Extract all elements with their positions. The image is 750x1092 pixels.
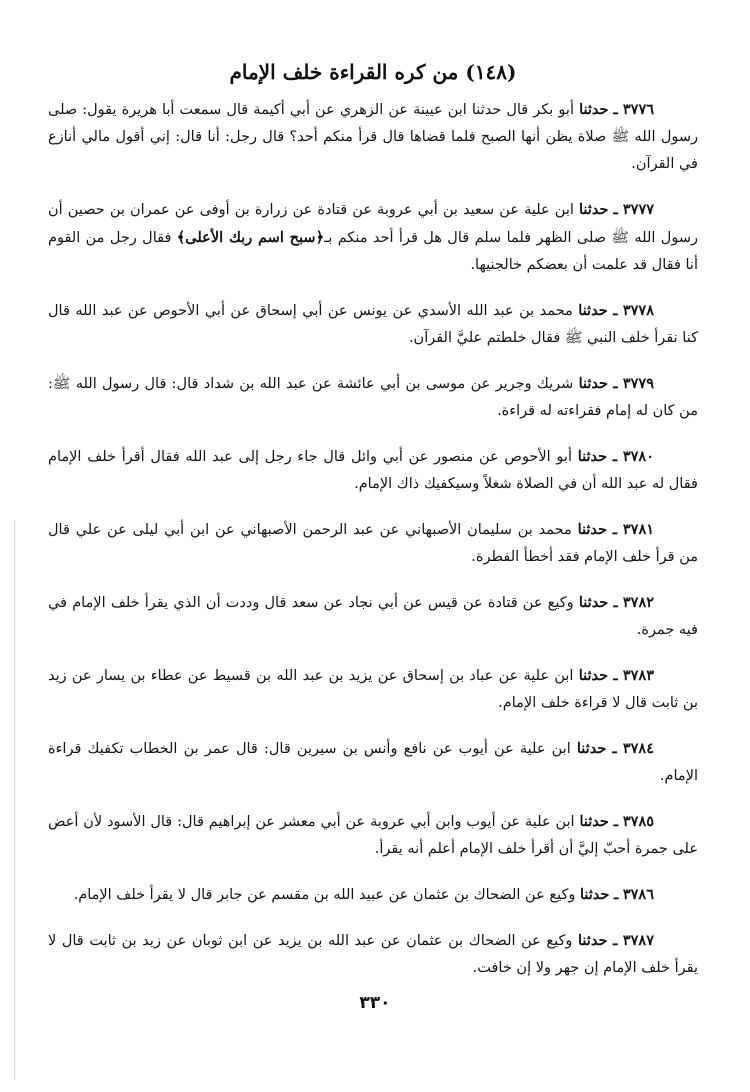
hadith-number: ٣٧٧٩ [622, 375, 654, 392]
hadith-text: ابن علية عن عباد بن إسحاق عن يزيد بن عبد الله بن قسيط عن عطاء بن يسار عن زيد بن ثابت قال لا قراءة خلف الإمام. [48, 668, 698, 711]
hadith-text: ابن علية عن أيوب وابن أبي عروبة عن أبي معشر عن إبراهيم قال: قال الأسود لأن أعض على جمرة أحبّ إليَّ أن أقرأ خلف الإمام أعلم أنه يقرأ. [48, 814, 698, 857]
hadith-separator: ـ [613, 375, 618, 392]
hadith-text: أبو بكر قال حدثنا ابن عيينة عن الزهري عن أبي أكيمة قال سمعت أبا هريرة يقول: صلى رسول الله ﷺ صلاة يظن أنها الصبح فلما قضاها قال قرأ منكم أحد؟ قال رجل: أنا قال: إني أقول مالي أنازع في القرآن. [48, 102, 698, 172]
hadith-lead: حدثنا [578, 667, 609, 684]
hadith-entry [48, 370, 698, 425]
hadith-separator: ـ [613, 201, 618, 218]
hadith-entry [48, 808, 698, 863]
hadith-entry [48, 516, 698, 571]
hadith-number: ٣٧٨١ [622, 521, 655, 538]
hadith-text: محمد بن عبد الله الأسدي عن يونس عن أبي إسحاق عن أبي الأحوص عن عبد الله قال كنا نقرأ خلف النبي ﷺ فقال خلطتم عليَّ القرآن. [48, 303, 698, 346]
hadith-list [48, 96, 698, 982]
hadith-number: ٣٧٨٤ [622, 740, 655, 757]
hadith-number: ٣٧٧٨ [622, 302, 655, 319]
hadith-lead: حدثنا [579, 101, 609, 118]
page-number: ٣٣٠ [359, 993, 391, 1013]
hadith-entry [48, 297, 698, 352]
hadith-text: وكيع عن قتادة عن قيس عن أبي نجاد عن سعد قال وددت أن الذي يقرأ خلف الإمام في فيه جمرة. [48, 595, 698, 638]
hadith-lead: حدثنا [578, 375, 608, 392]
hadith-separator: ـ [612, 448, 618, 465]
hadith-number: ٣٧٨٧ [622, 932, 655, 949]
hadith-lead: حدثنا [576, 740, 607, 757]
hadith-text: ابن علية عن سعيد بن أبي عروبة عن قتادة عن زرارة بن أوفى عن عمران بن حصين أن رسول الله ﷺ صلى الظهر فلما سلم قال هل قرأ أحد منكم بـ [48, 202, 698, 246]
hadith-separator: ـ [613, 302, 618, 319]
hadith-entry [48, 927, 698, 982]
hadith-separator: ـ [613, 594, 618, 611]
hadith-lead: حدثنا [579, 886, 610, 903]
hadith-entry [48, 443, 698, 498]
hadith-text: محمد بن سليمان الأصبهاني عن عبد الرحمن الأصبهاني عن ابن أبي ليلى عن علي قال من قرأ خلف الإمام فقد أخطأ الفطرة. [48, 522, 698, 565]
hadith-lead: حدثنا [579, 201, 609, 218]
hadith-entry [48, 881, 698, 909]
hadith-separator: ـ [613, 813, 618, 830]
hadith-separator: ـ [613, 886, 619, 903]
hadith-lead: حدثنا [578, 594, 609, 611]
hadith-entry [48, 735, 698, 790]
hadith-lead: حدثنا [577, 448, 608, 465]
hadith-entry [48, 196, 698, 279]
hadith-entry [48, 96, 698, 178]
hadith-text-continued: فقال رجل من القوم أنا فقال قد علمت أن بعضكم خالجنيها. [48, 230, 698, 273]
hadith-entry [48, 589, 698, 644]
hadith-separator: ـ [613, 932, 618, 949]
hadith-lead: حدثنا [579, 813, 609, 830]
hadith-number: ٣٧٨٥ [622, 813, 655, 830]
quran-verse-citation: ﴿سبح اسم ربك الأعلى﴾ [176, 229, 325, 246]
hadith-separator: ـ [613, 667, 618, 684]
hadith-separator: ـ [612, 740, 617, 757]
hadith-number: ٣٧٧٧ [622, 201, 655, 218]
hadith-lead: حدثنا [577, 521, 607, 538]
hadith-separator: ـ [613, 101, 618, 118]
hadith-number: ٣٧٨٦ [622, 886, 654, 903]
hadith-entry [48, 662, 698, 717]
hadith-lead: حدثنا [578, 932, 608, 949]
hadith-lead: حدثنا [578, 302, 608, 319]
hadith-text: وكيع عن الضحاك بن عثمان عن عبد الله بن يزيد عن ابن ثوبان عن زيد بن ثابت قال لا يقرأ خلف الإمام إن جهر ولا إن خافت. [48, 933, 698, 976]
hadith-text: وكيع عن الضحاك بن عثمان عن عبيد الله بن مقسم عن جابر قال لا يقرأ خلف الإمام. [73, 887, 576, 903]
chapter-title: (١٤٨) من كره القراءة خلف الإمام [229, 60, 517, 84]
hadith-text: أبو الأحوص عن منصور عن أبي وائل قال جاء رجل إلى عبد الله فقال أقرأ خلف الإمام فقال له عبد الله أن في الصلاة شغلاً وسيكفيك ذاك الإمام. [48, 449, 698, 492]
hadith-text: ابن علية عن أيوب عن نافع وأنس بن سيرين قال: قال عمر بن الخطاب تكفيك قراءة الإمام. [48, 741, 698, 784]
hadith-number: ٣٧٨٠ [622, 448, 654, 465]
hadith-number: ٣٧٨٢ [622, 594, 655, 611]
hadith-separator: ـ [612, 521, 618, 538]
hadith-number: ٣٧٧٦ [622, 101, 655, 118]
hadith-number: ٣٧٨٣ [622, 667, 655, 684]
hadith-text: شريك وجرير عن موسى بن أبي عائشة عن عبد الله بن شداد قال: قال رسول الله ﷺ: من كان له إمام فقراءته له قراءة. [48, 376, 698, 419]
